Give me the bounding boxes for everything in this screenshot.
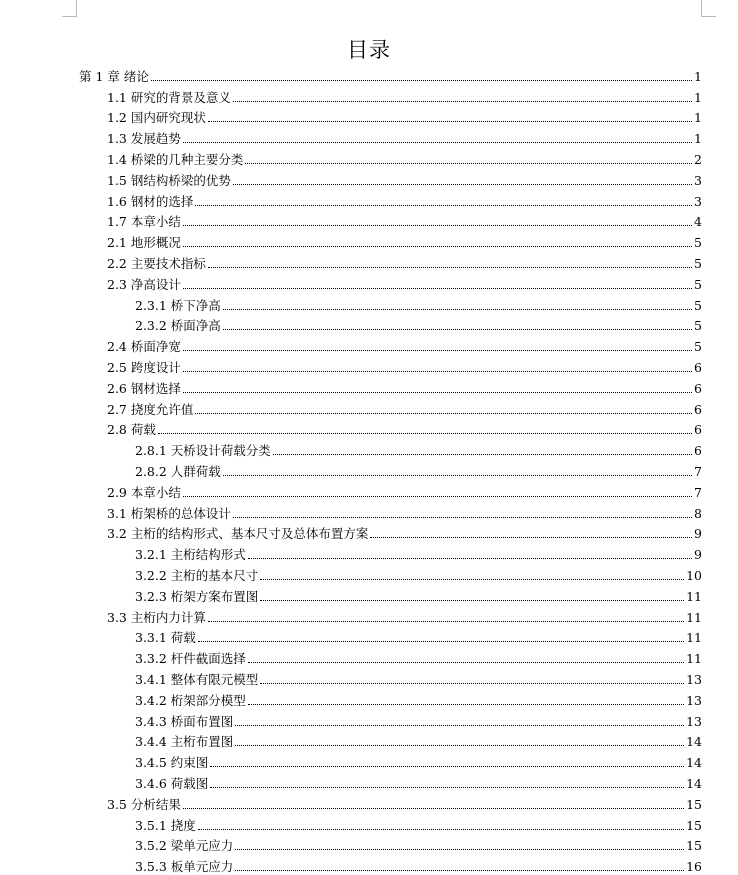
toc-entry-label: 1.1 研究的背景及意义: [107, 89, 231, 105]
toc-entry[interactable]: [135, 438, 702, 459]
toc-entry[interactable]: [107, 251, 702, 272]
toc-entry-page-number: 6: [694, 380, 702, 396]
toc-entry-page-number: 5: [694, 276, 702, 292]
toc-leader-dots: [208, 267, 692, 268]
toc-entry-label: 1.5 钢结构桥梁的优势: [107, 172, 231, 188]
toc-entry-label: 3.3 主桁内力计算: [107, 609, 206, 625]
toc-entry-label: 3.4.6 荷载图: [135, 775, 209, 791]
toc-leader-dots: [210, 766, 684, 767]
toc-leader-dots: [151, 80, 692, 81]
toc-leader-dots: [235, 849, 684, 850]
toc-entry-page-number: 4: [694, 214, 702, 230]
toc-entry-page-number: 2: [694, 151, 702, 167]
toc-entry-page-number: 6: [694, 422, 702, 438]
toc-entry-page-number: 11: [686, 651, 702, 667]
toc-entry[interactable]: [107, 376, 702, 397]
toc-entry-page-number: 6: [694, 443, 702, 459]
toc-leader-dots: [273, 454, 692, 455]
toc-entry-page-number: 5: [694, 339, 702, 355]
toc-leader-dots: [183, 350, 692, 351]
toc-entry[interactable]: [135, 314, 702, 335]
toc-entry-page-number: 9: [694, 526, 702, 542]
toc-entry-page-number: 15: [686, 838, 702, 854]
toc-entry[interactable]: [135, 813, 702, 834]
page-title: 目录: [347, 38, 391, 62]
toc-entry-label: 2.8.1 天桥设计荷载分类: [135, 443, 271, 459]
toc-entry-page-number: 13: [686, 692, 702, 708]
toc-entry-label: 3.4.1 整体有限元模型: [135, 671, 259, 687]
toc-leader-dots: [235, 725, 684, 726]
toc-entry-page-number: 11: [686, 609, 702, 625]
toc-entry-page-number: 14: [686, 775, 702, 791]
toc-entry[interactable]: [135, 563, 702, 584]
toc-entry[interactable]: [107, 106, 702, 127]
toc-entry[interactable]: [107, 480, 702, 501]
toc-entry-label: 2.7 挠度允许值: [107, 401, 194, 417]
toc-entry-page-number: 5: [694, 255, 702, 271]
toc-entry[interactable]: [135, 688, 702, 709]
toc-entry-page-number: 1: [694, 89, 702, 105]
toc-entry[interactable]: [107, 272, 702, 293]
toc-entry-page-number: 3: [694, 172, 702, 188]
toc-entry[interactable]: [107, 230, 702, 251]
toc-leader-dots: [245, 163, 692, 164]
toc-entry-page-number: 9: [694, 547, 702, 563]
toc-entry-label: 2.3 净高设计: [107, 276, 181, 292]
toc-leader-dots: [183, 808, 684, 809]
toc-entry-page-number: 14: [686, 734, 702, 750]
toc-entry[interactable]: [107, 126, 702, 147]
toc-leader-dots: [233, 101, 692, 102]
toc-leader-dots: [183, 371, 692, 372]
toc-entry[interactable]: [107, 355, 702, 376]
toc-entry[interactable]: [135, 750, 702, 771]
toc-entry[interactable]: [135, 730, 702, 751]
toc-leader-dots: [223, 309, 692, 310]
toc-entry-page-number: 14: [686, 755, 702, 771]
toc-leader-dots: [260, 683, 684, 684]
toc-entry[interactable]: [135, 709, 702, 730]
toc-entry-page-number: 11: [686, 588, 702, 604]
toc-entry[interactable]: [135, 626, 702, 647]
toc-leader-dots: [195, 413, 692, 414]
toc-entry-label: 2.5 跨度设计: [107, 359, 181, 375]
toc-entry-label: 2.6 钢材选择: [107, 380, 181, 396]
toc-leader-dots: [260, 579, 684, 580]
toc-entry-label: 3.4.5 约束图: [135, 755, 209, 771]
toc-entry-label: 3.2 主桁的结构形式、基本尺寸及总体布置方案: [107, 526, 369, 542]
toc-leader-dots: [235, 870, 684, 871]
toc-entry-label: 1.7 本章小结: [107, 214, 181, 230]
toc-leader-dots: [248, 662, 684, 663]
toc-entry-label: 3.3.1 荷载: [135, 630, 196, 646]
toc-entry[interactable]: [135, 584, 702, 605]
toc-leader-dots: [183, 246, 692, 247]
toc-entry-page-number: 6: [694, 359, 702, 375]
toc-leader-dots: [183, 496, 692, 497]
toc-entry-label: 1.4 桥梁的几种主要分类: [107, 151, 244, 167]
toc-entry-label: 3.4.4 主桁布置图: [135, 734, 234, 750]
toc-entry[interactable]: [107, 792, 702, 813]
toc-entry-label: 3.5.3 板单元应力: [135, 859, 234, 875]
toc-leader-dots: [183, 142, 692, 143]
toc-entry-label: 2.2 主要技术指标: [107, 255, 206, 271]
toc-entry-page-number: 10: [686, 567, 702, 583]
toc-entry[interactable]: [135, 834, 702, 855]
toc-entry[interactable]: [107, 210, 702, 231]
toc-leader-dots: [248, 704, 684, 705]
toc-entry-label: 1.2 国内研究现状: [107, 110, 206, 126]
toc-entry[interactable]: [135, 293, 702, 314]
toc-entry[interactable]: [135, 771, 702, 792]
toc-entry-label: 2.8 荷载: [107, 422, 156, 438]
toc-entry[interactable]: [135, 459, 702, 480]
toc-entry-label: 1.6 钢材的选择: [107, 193, 194, 209]
toc-entry-label: 1.3 发展趋势: [107, 131, 181, 147]
toc-entry-label: 2.4 桥面净宽: [107, 339, 181, 355]
toc-leader-dots: [223, 329, 692, 330]
toc-entry[interactable]: [79, 64, 702, 85]
toc-entry-page-number: 6: [694, 401, 702, 417]
toc-leader-dots: [235, 745, 684, 746]
toc-entry-label: 3.5.2 梁单元应力: [135, 838, 234, 854]
toc-entry-page-number: 1: [694, 110, 702, 126]
toc-entry-page-number: 3: [694, 193, 702, 209]
toc-leader-dots: [233, 517, 692, 518]
toc-entry[interactable]: [135, 854, 702, 875]
toc-entry[interactable]: [135, 646, 702, 667]
toc-leader-dots: [260, 600, 684, 601]
toc-entry[interactable]: [107, 189, 702, 210]
toc-leader-dots: [158, 433, 692, 434]
toc-entry-page-number: 15: [686, 796, 702, 812]
toc-leader-dots: [210, 787, 684, 788]
toc-leader-dots: [248, 558, 692, 559]
toc-entry-page-number: 15: [686, 817, 702, 833]
toc-entry-page-number: 5: [694, 318, 702, 334]
toc-entry-label: 3.4.2 桁架部分模型: [135, 692, 246, 708]
toc-entry-label: 2.3.1 桥下净高: [135, 297, 221, 313]
toc-leader-dots: [208, 621, 684, 622]
toc-entry-page-number: 13: [686, 671, 702, 687]
toc-entry-label: 3.2.2 主桁的基本尺寸: [135, 567, 259, 583]
toc-entry[interactable]: [107, 605, 702, 626]
toc-entry-label: 3.4.3 桥面布置图: [135, 713, 234, 729]
toc-entry-page-number: 8: [694, 505, 702, 521]
page-corner-mark-left: [62, 0, 77, 17]
toc-entry-page-number: 1: [694, 68, 702, 84]
toc-entry-page-number: 5: [694, 235, 702, 251]
toc-entry-label: 2.3.2 桥面净高: [135, 318, 221, 334]
toc-entry[interactable]: [107, 501, 702, 522]
toc-entry[interactable]: [107, 85, 702, 106]
toc-leader-dots: [198, 829, 684, 830]
toc-entry[interactable]: [107, 147, 702, 168]
toc-entry-label: 3.3.2 杆件截面选择: [135, 651, 246, 667]
toc-entry-page-number: 7: [694, 484, 702, 500]
toc-leader-dots: [370, 537, 692, 538]
toc-entry-page-number: 7: [694, 463, 702, 479]
toc-entry-label: 3.2.3 桁架方案布置图: [135, 588, 259, 604]
page-corner-mark-right: [701, 0, 716, 17]
toc-entry-label: 3.2.1 主桁结构形式: [135, 547, 246, 563]
toc-leader-dots: [195, 205, 692, 206]
toc-leader-dots: [183, 288, 692, 289]
toc-entry-page-number: 13: [686, 713, 702, 729]
toc-entry[interactable]: [107, 418, 702, 439]
toc-leader-dots: [233, 184, 692, 185]
toc-entry[interactable]: [107, 522, 702, 543]
toc-leader-dots: [183, 392, 692, 393]
toc-entry-page-number: 11: [686, 630, 702, 646]
toc-entry-label: 3.5.1 挠度: [135, 817, 196, 833]
toc-leader-dots: [183, 225, 692, 226]
toc-entry-page-number: 1: [694, 131, 702, 147]
toc-entry-page-number: 16: [686, 859, 702, 875]
toc-entry[interactable]: [107, 168, 702, 189]
toc-leader-dots: [208, 121, 692, 122]
toc-entry-page-number: 5: [694, 297, 702, 313]
toc-entry-label: 3.1 桁架桥的总体设计: [107, 505, 231, 521]
toc-entry[interactable]: [107, 334, 702, 355]
toc-entry[interactable]: [135, 667, 702, 688]
toc-leader-dots: [223, 475, 692, 476]
toc-entry[interactable]: [107, 397, 702, 418]
toc-entry-label: 2.9 本章小结: [107, 484, 181, 500]
toc-leader-dots: [198, 641, 684, 642]
toc-entry-label: 2.8.2 人群荷载: [135, 463, 221, 479]
toc-entry[interactable]: [135, 542, 702, 563]
toc-entry-label: 3.5 分析结果: [107, 796, 181, 812]
toc-entry-label: 第 1 章 绪论: [79, 68, 149, 84]
toc-entry-label: 2.1 地形概况: [107, 235, 181, 251]
